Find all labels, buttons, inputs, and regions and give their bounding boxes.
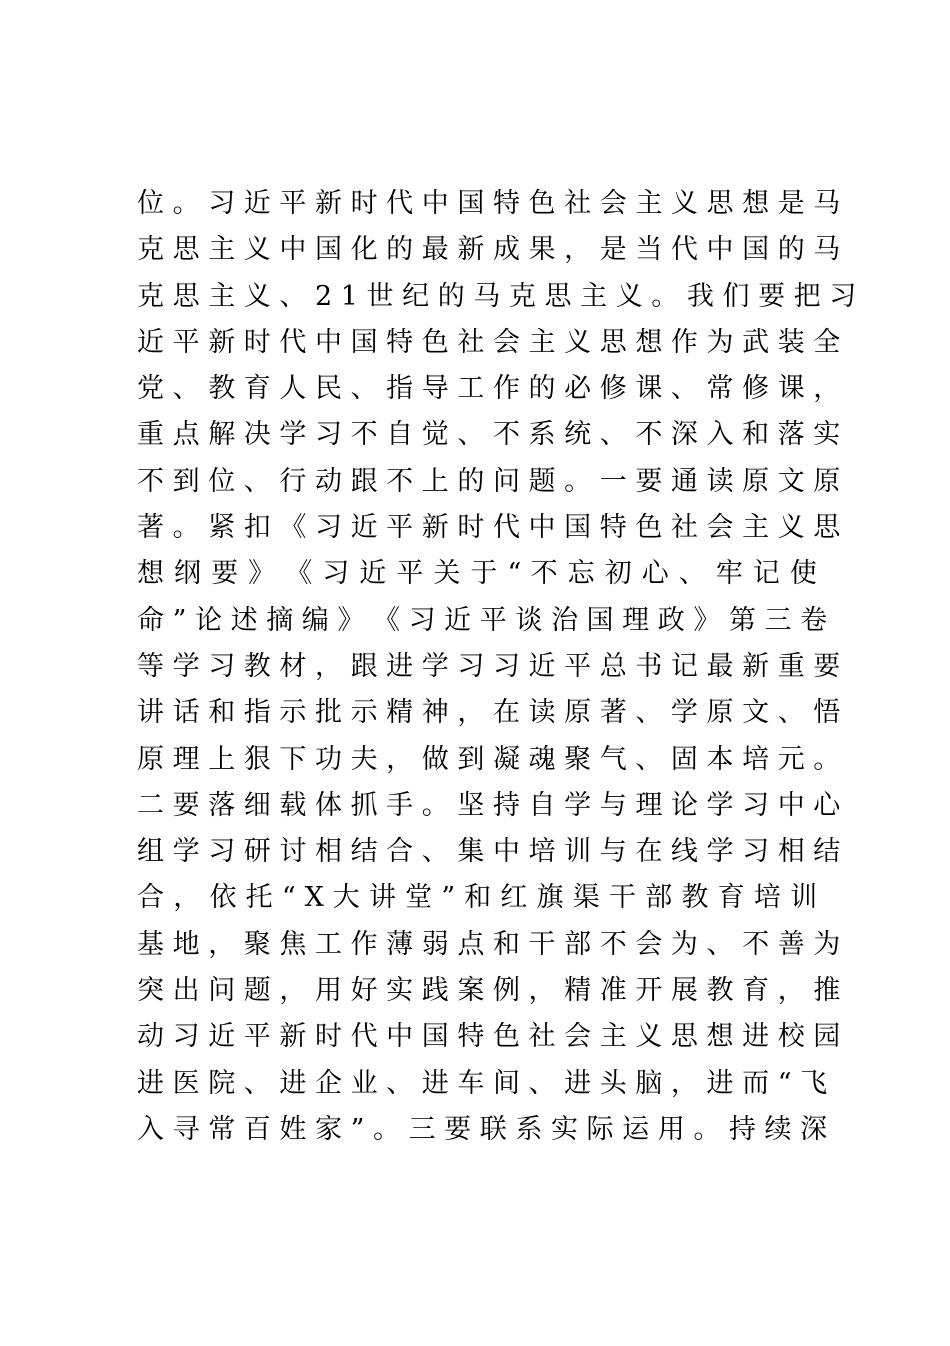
text-line: 克 思 主 义 、 2 1 世 纪 的 马 克 思 主 义 。 我 们 要 把 习 — [137, 280, 857, 312]
text-line: 位 。 习 近 平 新 时 代 中 国 特 色 社 会 主 义 思 想 是 马 — [137, 188, 841, 219]
text-line: 二 要 落 细 载 体 抓 手 。 坚 持 自 学 与 理 论 学 习 中 心 — [137, 789, 841, 821]
text-line: 基 地 ， 聚 焦 工 作 薄 弱 点 和 干 部 不 会 为 、 不 善 为 — [137, 928, 841, 960]
text-line: 等 学 习 教 材 ， 跟 进 学 习 习 近 平 总 书 记 最 新 重 要 — [137, 650, 841, 682]
text-line: 克 思 主 义 中 国 化 的 最 新 成 果 ， 是 当 代 中 国 的 马 — [137, 234, 841, 266]
text-line: 讲 话 和 指 示 批 示 精 神 ， 在 读 原 著 、 学 原 文 、 悟 — [137, 697, 841, 729]
text-line: 组 学 习 研 讨 相 结 合 、 集 中 培 训 与 在 线 学 习 相 结 — [137, 836, 841, 868]
text-line: 不 到 位 、 行 动 跟 不 上 的 问 题 。 一 要 通 读 原 文 原 — [137, 465, 841, 497]
text-line: 著 。 紧 扣 《 习 近 平 新 时 代 中 国 特 色 社 会 主 义 思 — [137, 512, 841, 544]
text-line: 党 、 教 育 人 民 、 指 导 工 作 的 必 修 课 、 常 修 课 ， — [137, 373, 841, 405]
text-line: 想 纲 要 》 《 习 近 平 关 于 “ 不 忘 初 心 、 牢 记 使 — [137, 558, 817, 590]
text-line: 动 习 近 平 新 时 代 中 国 特 色 社 会 主 义 思 想 进 校 园 — [137, 1021, 841, 1053]
text-line: 命 ” 论 述 摘 编 》 《 习 近 平 谈 治 国 理 政 》 第 三 卷 — [137, 604, 828, 636]
text-line: 突 出 问 题 ， 用 好 实 践 案 例 ， 精 准 开 展 教 育 ， 推 — [137, 975, 841, 1007]
text-line: 原 理 上 狠 下 功 夫 ， 做 到 凝 魂 聚 气 、 固 本 培 元 。 — [137, 743, 841, 775]
body-paragraph — [137, 181, 857, 1153]
text-line: 入 寻 常 百 姓 家 ” 。 三 要 联 系 实 际 运 用 。 持 续 深 — [137, 1113, 828, 1145]
text-line: 合 ， 依 托 “ X 大 讲 堂 ” 和 红 旗 渠 干 部 教 育 培 训 — [137, 882, 818, 914]
text-line: 重 点 解 决 学 习 不 自 觉 、 不 系 统 、 不 深 入 和 落 实 — [137, 419, 841, 451]
text-line: 进 医 院 、 进 企 业 、 进 车 间 、 进 头 脑 ， 进 而 “ 飞 — [137, 1067, 828, 1099]
text-line: 近 平 新 时 代 中 国 特 色 社 会 主 义 思 想 作 为 武 装 全 — [137, 326, 841, 358]
